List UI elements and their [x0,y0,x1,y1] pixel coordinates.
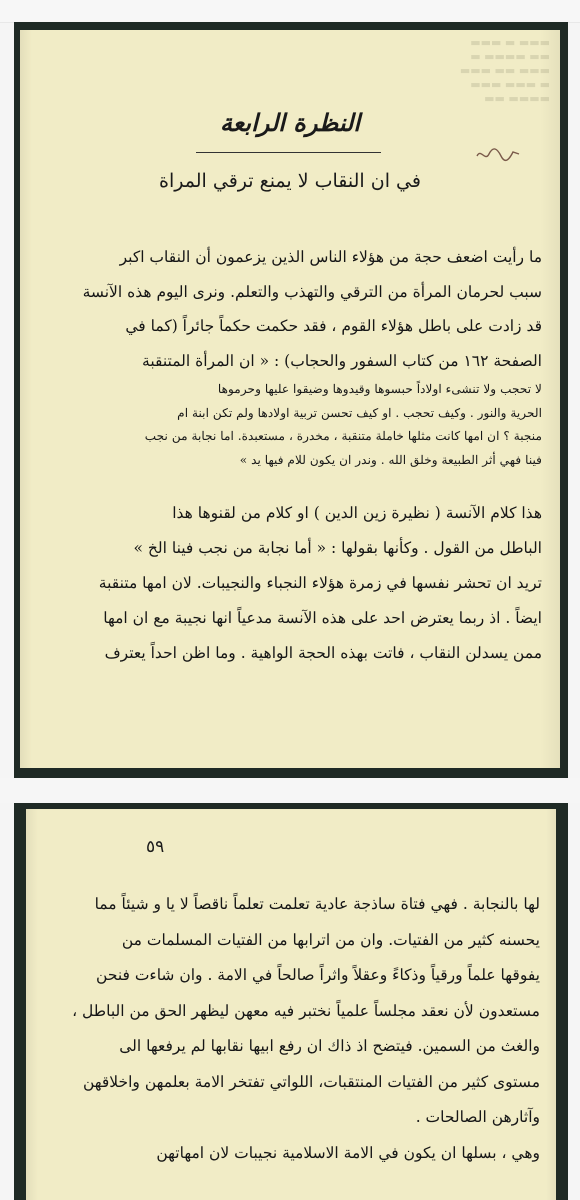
text-line: لها بالنجابة . فهي فتاة ساذجة عادية تعلمت تعلماً ناقصاً لا يا و شيئاً مما [94,895,540,913]
text-line: منجبة ؟ ان امها كانت مثلها خاملة متنقبة ، مخدرة ، مستعبدة. اما نجابة من نجب [144,429,542,443]
text-line: قد زادت على باطل هؤلاء القوم ، فقد حكمت حكماً جائراً (كما في [125,317,542,335]
bleed-through-text: ▬▬▬ ▬ ▬▬▬ ▬▬ ▬▬▬▬ ▬ ▬▬▬ ▬▬ ▬▬▬ ▬ ▬▬▬ ▬▬▬ ▬▬▬▬ ▬▬ [459,36,550,105]
text-line: يفوقها علماً ورقياً وذكاءً وعقلاً واثراً صالحاً في الامة . وان شاءت فنحن [96,966,540,984]
page-photo-2[interactable] [14,803,568,1200]
paragraph-2 [38,496,542,671]
chapter-heading: النظرة الرابعة [219,108,361,137]
text-line: مستعدون لأن نعقد مجلساً علمياً نختبر فيه معهن ليظهر الحق من الباطل ، [72,1001,540,1020]
text-line: الصفحة ١٦٢ من كتاب السفور والحجاب) : « ان المرأة المتنقبة [142,351,542,370]
text-line: ايضاً . اذ ربما يعترض احد على هذه الآنسة مدعياً انها نجيبة مع ان امها [103,609,542,627]
text-line: فينا فهي أثر الطبيعة وخلق الله . وندر ان يكون للام فيها يد » [239,452,542,467]
text-line: ممن يسدلن النقاب ، فاتت بهذه الحجة الواهية . وما اظن احداً يعترف [104,644,542,662]
page-number: ٥٩ [146,837,165,857]
text-line: تريد ان تحشر نفسها في زمرة هؤلاء النجباء والنجيبات. لان امها متنقبة [98,574,542,592]
text-line: ما رأيت اضعف حجة من هؤلاء الناس الذين يزعمون أن النقاب اكبر [119,248,542,266]
text-line: الحرية والنور . وكيف تحجب . او كيف تحسن تربية اولادها ولم تكن ابنة ام [177,405,542,420]
page-2-body [44,887,540,1171]
text-line: وهي ، بسلها ان يكون في الامة الاسلامية نجيبات لان امهاتهن [156,1143,540,1162]
quoted-passage [38,378,542,472]
heading-underline [196,152,381,153]
image-gap [0,778,580,803]
text-line: وآثارهن الصالحات . [415,1108,540,1126]
page-photo-1[interactable] [14,22,568,778]
text-line: لا تحجب ولا تنشىء اولاداً حبسوها وقيدوها وضيقوا عليها وحرموها [217,382,542,396]
text-line: والغث من السمين. فيتضح اذ ذاك ان رفع ابيها نقابها لم يرفعها الى [119,1037,540,1055]
book-page-2 [26,809,556,1200]
text-line: الباطل من القول . وكأنها بقولها : « أما نجابة من نجب فينا الخ » [133,539,542,557]
book-page-1 [20,30,560,768]
chapter-subtitle: في ان النقاب لا يمنع ترقي المراة [159,170,421,192]
paragraph-1 [38,240,542,378]
text-line: سبب لحرمان المرأة من الترقي والتهذب والتعلم. ونرى اليوم هذه الآنسة [82,282,542,301]
text-line: مستوى كثير من الفتيات المنتقبات، اللواتي تفتخر الامة بعلمهن واخلاقهن [82,1072,540,1091]
handwritten-mark-icon [475,142,521,164]
text-line: هذا كلام الآنسة ( نظيرة زين الدين ) او كلام من لقنوها هذا [172,504,542,522]
top-toolbar-strip [0,0,580,23]
text-line: يحسنه كثير من الفتيات. وان من اترابها من الفتيات المسلمات من [121,930,540,949]
